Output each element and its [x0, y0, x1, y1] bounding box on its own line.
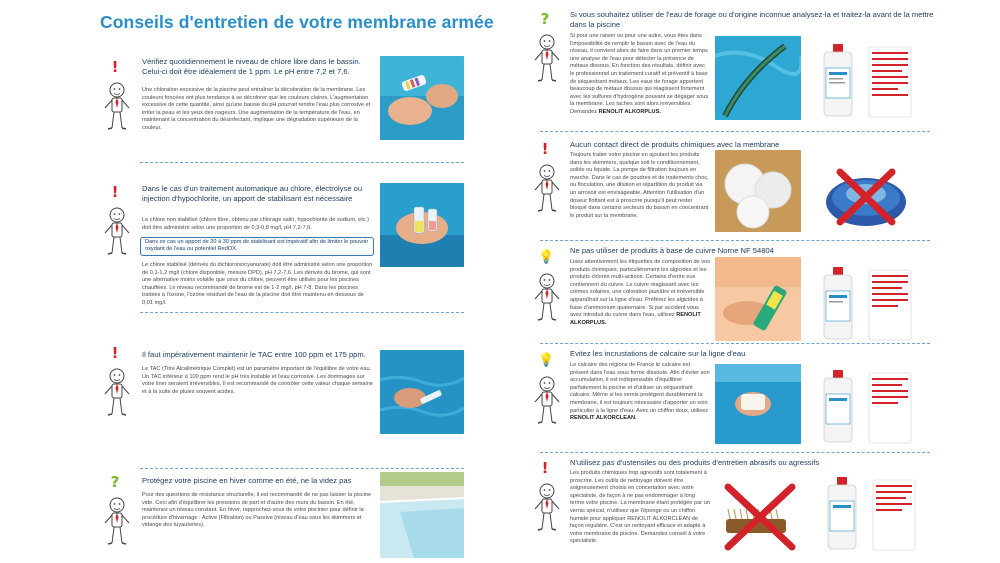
- separator: [140, 312, 464, 313]
- tip-heading: N'utilisez pas d'ustensiles ou des produits d'entretien abrasifs ou agressifs: [570, 458, 820, 467]
- idea-bulb-icon: 💡: [538, 250, 555, 265]
- tip-body: [570, 362, 710, 423]
- tip-chlorine-level: [100, 40, 465, 152]
- tip-no-abrasives: [530, 455, 1000, 563]
- floating-doser-crossed: [820, 160, 912, 230]
- tip-body-text: Le calcaire des régions de France le calcaire est présent dans l'eau sous forme dissoute. Afin d'éviter son accumulation, il est indispensable d'équilibrer parfaitement la piscine et d'utiliser un séquestrant calcaire. Même si les vernis protègent durablement la membrane, il est toujours nécessaire d'apporter un soin particulier à la ligne d'eau. Avec un chiffon doux, utilisez: [570, 362, 710, 414]
- chlorine-tablets-photo: [715, 150, 801, 232]
- brand-name: RENOLIT ALKORPLUS.: [598, 108, 661, 115]
- stick-figure-icon: [530, 150, 564, 220]
- sunscreen-photo: [715, 257, 801, 341]
- tip-body-text: Lisez attentivement les étiquettes de composition de vos produits chimiques, particulièrement les algicides et les produits chlorés multi-actions. Certains d'entre eux contiennent du cuivre. Le cuivre réagissant avec les crèmes solaires, une coloration jaunâtre et irréversible apparaîtrait sur la ligne d'eau. Préférez les algicides à base d'ammonium quaternaire. Si par accident vous avez introduit du cuivre dans l'eau, utilisez: [570, 259, 710, 319]
- tip-body: [570, 259, 710, 327]
- separator: [540, 131, 930, 132]
- tip-heading: Protégez votre piscine en hiver comme en été, ne la videz pas: [142, 476, 352, 485]
- tip-well-water: [530, 0, 1000, 130]
- separator: [540, 240, 930, 241]
- question-icon: ?: [540, 10, 550, 28]
- empty-pool-photo: [380, 472, 464, 558]
- stick-figure-icon: [530, 362, 564, 432]
- product-bottle: [824, 477, 860, 551]
- water-test-photo: [380, 183, 464, 267]
- tip-body: Les produits chimiques trop agressifs sont totalement à proscrire. Les outils de nettoyage doivent être soigneusement choisis en concertation avec votre spécialiste, de façon à ne pas endommager à long terme votre piscine. La membrane étant protégée par un vernis spécial, n'utilisez que l'éponge ou un chiffon humide pour appliquer RENOLIT ALKORCLEAN de façon régulière. C'est un nettoyant efficace et adapté à votre membrane de piscine. Demandez conseil à votre spécialiste.: [570, 470, 710, 545]
- abrasive-brush-crossed: [720, 479, 800, 553]
- stick-figure-icon: [530, 259, 564, 329]
- separator: [540, 343, 930, 344]
- right-column: [530, 0, 1000, 563]
- tip-heading: Aucun contact direct de produits chimiques avec la membrane: [570, 140, 780, 149]
- product-label: [868, 372, 912, 444]
- product-bottle: [820, 267, 856, 341]
- page-title: Conseils d'entretien de votre membrane armée: [100, 12, 494, 32]
- tip-body-text: Si pour une raison ou pour une autre, vous êtes dans l'impossibilité de remplir le bassin avec de l'eau du réseau, il convient alors de faire dans un premier temps une analyse de l'eau pour détecter la présence de métaux dissous. En fonction des résultats, définir avec le professionnel un traitement curatif et préventif à base de séquestrant métaux. Les eaux de forage apportent beaucoup de métaux dissous qui réagissent fortement avec les sulfures d'hydrogène pouvant se dégager sous la membrane. Les taches sont alors irréversibles. Demandez: [570, 33, 709, 115]
- brand-name: RENOLIT ALKORPLUS.: [570, 312, 701, 326]
- tip-no-copper: [530, 243, 1000, 343]
- tip-body: [570, 33, 710, 117]
- stick-figure-icon: [100, 483, 134, 553]
- warning-icon: !: [111, 344, 119, 362]
- tip-heading: Si vous souhaitez utiliser de l'eau de forage ou d'origine inconnue analysez-la et traitez-la avant de la mettre dans la piscine: [570, 10, 934, 29]
- pool-hose-photo: [715, 36, 801, 120]
- tip-body-secondary: Le chlore stabilisé (dérivés du dichloroisocyanurate) doit être administré selon une proportion de 0,1-1,2 mg/l (chlore disponible, mesure DPD), pH 7,2-7,6. Les dérivés du brome, qui sont une alternative moins volatile que ceux du chlore, peuvent être utilisés pour les piscines chauffées. Le niveau recommandé de brome est de 1-2 mg/l, pH 7-8. Dans les piscines traitées à l'ozone, l'ozone résiduel de l'eau de la piscine doit être maintenu en dessous de 0,01 mg/l.: [142, 262, 373, 306]
- tip-limescale: [530, 346, 1000, 451]
- tip-heading: Ne pas utiliser de produits à base de cuivre Norne NF 54804: [570, 246, 774, 255]
- tip-no-direct-contact: [530, 134, 1000, 244]
- tip-body: Le TAC (Titre Alcalimétrique Complet) est un paramètre important de l'équilibre de votre eau. Un TAC inférieur à 100 ppm rend le pH très instable et l'eau corrosive. Les dommages sur votre liner seraient irréversibles. Il est recommandé de contrôler cette valeur chaque semaine et à la suite de pluies souvent acides.: [142, 366, 374, 395]
- tip-stabilizer: [100, 175, 465, 335]
- warning-icon: !: [111, 183, 119, 201]
- tip-body: Le chlore non stabilisé (chlore libre, obtenu par chlorage salin, hypochlorite de sodium, etc.) doit être administré selon une proportion de 0,3-0,8 mg/l, pH 7,2-7,6.: [142, 217, 369, 231]
- tip-tac: [100, 342, 465, 462]
- stick-figure-icon: [530, 469, 564, 539]
- idea-bulb-icon: 💡: [538, 353, 555, 368]
- tip-heading: Evitez les incrustations de calcaire sur la ligne d'eau: [570, 349, 746, 358]
- separator: [140, 468, 464, 469]
- product-label: [872, 479, 916, 551]
- tip-body: Une chloration excessive de la piscine peut entraîner la décoloration de la membrane. Les couleurs foncées ont plus tendance à se décolorer que les couleurs claires. L'augmentation excessive de cette quantité, ainsi qu'une baisse du pH pourrait rendre l'eau plus corrosive et irriter la peau et les yeux des nageurs. Une augmentation de la température de l'eau, en maintenant la concentration du désinfectant, implique une dégradation supérieure de la couleur.: [142, 87, 371, 131]
- product-bottle: [820, 370, 856, 444]
- tip-body: Toujours traiter votre piscine en ajoutant les produits dans les skimmers, quelque soit le conditionnement, solide ou liquide. La pompe de filtration toujours en marche. Dans le cas de poudres et de traitements choc, ou floculation, une dilution et répartition du produit via un arrosoir est envisageable. Attention l'utilisation d'un doseur flottant est à proscrire puisqu'il peut rester bloqué dans certains secteurs du bassin en concentrant le produit sur la membrane.: [570, 152, 709, 219]
- question-icon: ?: [110, 473, 120, 491]
- separator: [140, 162, 464, 163]
- chlorine-test-photo: [380, 56, 464, 140]
- product-label: [868, 46, 912, 118]
- product-bottle: [820, 44, 856, 118]
- product-label: [868, 269, 912, 341]
- tip-heading: Vérifiez quotidiennement le niveau de chlore libre dans le bassin. Celui-ci doit être idéalement de 1 ppm. Le pH entre 7,2 et 7,6.: [142, 57, 361, 76]
- stick-figure-icon: [530, 20, 564, 90]
- stick-figure-icon: [100, 193, 134, 263]
- tip-heading: Il faut impérativement maintenir le TAC entre 100 ppm et 175 ppm.: [142, 350, 366, 359]
- waterline-cleaning-photo: [715, 364, 801, 444]
- pool-hand-photo: [380, 350, 464, 434]
- warning-icon: !: [111, 58, 119, 76]
- tip-winter: [100, 470, 465, 563]
- stick-figure-icon: [100, 354, 134, 424]
- tip-heading: Dans le cas d'un traitement automatique au chlore, électrolyse ou injection d'hypochlorite, un apport de stabilisant est nécessaire: [142, 184, 363, 203]
- left-column: [100, 40, 465, 563]
- separator: [540, 452, 930, 453]
- brand-name: RENOLIT ALKORCLEAN.: [570, 415, 637, 422]
- tip-body: Pour des questions de résistance structurelle, il est recommandé de ne pas laisser la piscine vide. Ceci afin d'équilibrer les pressions de part et d'autre des murs du bassin. En été, maintenez un niveau constant. En hiver, rapprochez-vous de votre piscinier pour définir la procédure d'hivernage : Active (Filtration) ou Passive (niveau d'eau sous les skimmers et vidange des tuyauteries).: [142, 492, 372, 529]
- stick-figure-icon: [100, 68, 134, 138]
- warning-icon: !: [541, 459, 549, 477]
- warning-icon: !: [541, 140, 549, 158]
- stabilizer-note: Dans ce cas un apport de 20 à 30 ppm de stabilisant est impératif afin de limiter le pouvoir oxydant de l'eau ou potentiel RedOX.: [140, 237, 374, 256]
